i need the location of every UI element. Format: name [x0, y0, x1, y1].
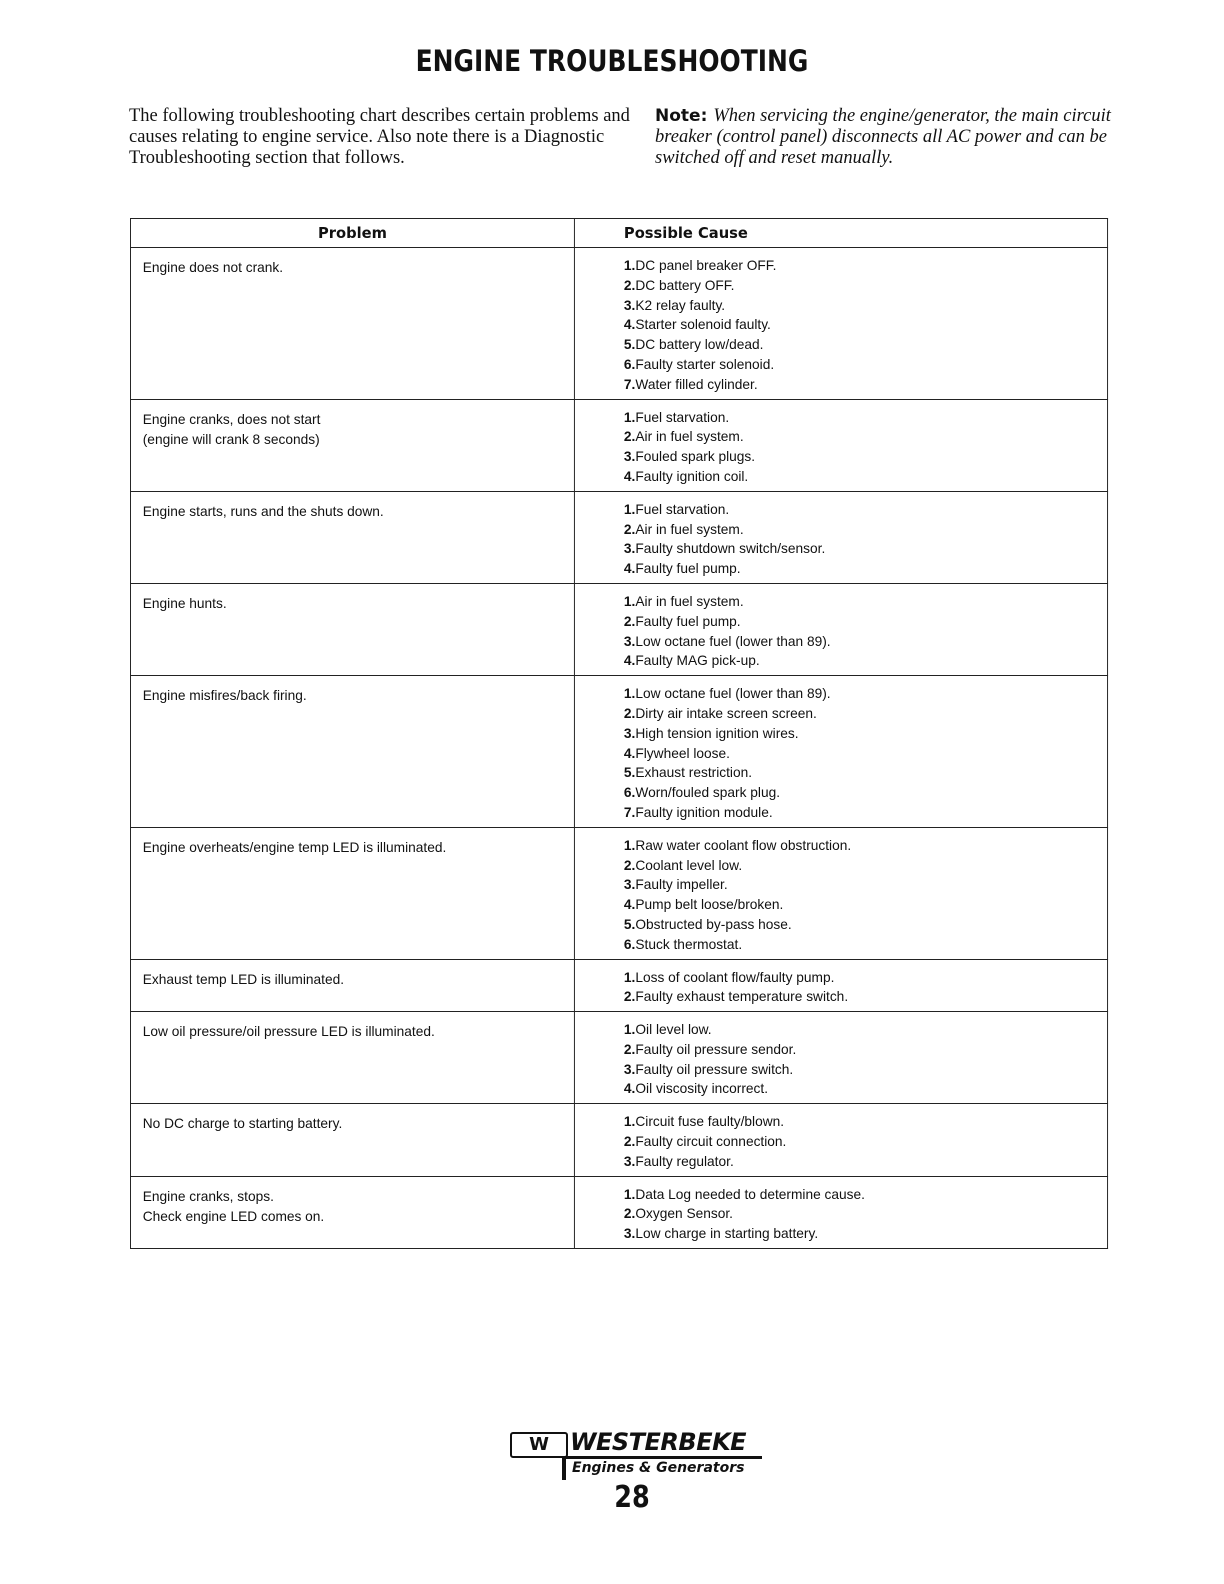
cause-text: Water filled cylinder.	[635, 375, 758, 392]
cause-item	[624, 408, 1107, 428]
problem-text: Engine starts, runs and the shuts down.	[142, 502, 384, 519]
problem-text: Engine cranks, stops.	[142, 1187, 274, 1204]
cause-number: 2.	[623, 856, 636, 873]
cause-list	[575, 248, 1107, 399]
cause-item	[624, 1152, 1107, 1172]
problem-text: No DC charge to starting battery.	[142, 1115, 343, 1132]
logo-mark: W	[510, 1432, 568, 1458]
problem-text: (engine will crank 8 seconds)	[142, 430, 320, 447]
cause-cell	[574, 583, 1107, 675]
problem-text: Engine overheats/engine temp LED is illuminated.	[142, 838, 447, 855]
cause-item	[624, 987, 1107, 1007]
cause-text: Air in fuel system.	[635, 520, 744, 537]
cause-item	[624, 915, 1107, 935]
cause-text: Raw water coolant flow obstruction.	[635, 836, 852, 853]
cause-text: Faulty ignition coil.	[635, 467, 749, 484]
cause-number: 4.	[623, 896, 636, 913]
problem-text: Engine cranks, does not start	[142, 410, 321, 427]
westerbeke-logo	[510, 1430, 760, 1482]
cause-list	[575, 828, 1107, 959]
cause-number: 1.	[623, 968, 636, 985]
cause-text: Dirty air intake screen screen.	[635, 704, 817, 721]
logo-tagline: Engines & Generators	[572, 1460, 745, 1476]
problem-cell	[130, 399, 574, 491]
cause-cell	[574, 248, 1107, 400]
problem-cell	[130, 583, 574, 675]
cause-item	[624, 427, 1107, 447]
cause-list	[575, 492, 1107, 583]
cause-item	[624, 783, 1107, 803]
cause-number: 5.	[623, 915, 636, 932]
cause-number: 5.	[623, 764, 636, 781]
problem-text: Exhaust temp LED is illuminated.	[142, 970, 345, 987]
cause-list	[575, 676, 1107, 827]
cause-item	[624, 592, 1107, 612]
problem-text: Engine does not crank.	[142, 259, 284, 275]
cause-item	[624, 684, 1107, 704]
cause-item	[624, 447, 1107, 467]
cause-number: 3.	[623, 724, 636, 741]
cause-number: 2.	[623, 1205, 636, 1222]
cause-item	[624, 612, 1107, 632]
cause-item	[624, 856, 1107, 876]
cause-item	[624, 500, 1107, 520]
cause-item	[624, 1040, 1107, 1060]
cause-item	[624, 520, 1107, 540]
cause-text: Low octane fuel (lower than 89).	[635, 632, 831, 649]
cause-item	[624, 1185, 1107, 1205]
cause-text: Air in fuel system.	[635, 592, 744, 609]
table-row	[130, 827, 1107, 959]
cause-text: Circuit fuse faulty/blown.	[635, 1113, 785, 1130]
table-row	[130, 1176, 1107, 1248]
cause-text: DC panel breaker OFF.	[635, 257, 777, 273]
cause-item	[624, 335, 1107, 355]
cause-text: Oil viscosity incorrect.	[635, 1080, 769, 1097]
cause-item	[624, 276, 1107, 296]
cause-item	[624, 632, 1107, 652]
cause-cell	[574, 1104, 1107, 1176]
cause-cell	[574, 827, 1107, 959]
cause-list	[575, 1177, 1107, 1248]
cause-text: Loss of coolant flow/faulty pump.	[635, 968, 835, 985]
cause-number: 1.	[623, 1021, 636, 1038]
cause-item	[624, 1079, 1107, 1099]
header-problem: Problem	[130, 219, 574, 248]
cause-number: 6.	[623, 935, 636, 952]
cause-item	[624, 704, 1107, 724]
cause-number: 1.	[623, 257, 636, 273]
cause-text: Fuel starvation.	[635, 408, 730, 425]
cause-number: 3.	[623, 540, 636, 557]
cause-list	[575, 400, 1107, 491]
cause-number: 1.	[623, 1185, 636, 1202]
cause-item	[624, 1060, 1107, 1080]
problem-cell	[130, 1104, 574, 1176]
cause-text: Faulty starter solenoid.	[635, 355, 775, 372]
cause-cell	[574, 959, 1107, 1012]
cause-cell	[574, 1012, 1107, 1104]
cause-text: Starter solenoid faulty.	[635, 316, 771, 333]
cause-item	[624, 1020, 1107, 1040]
cause-item	[624, 875, 1107, 895]
table-row	[130, 676, 1107, 828]
cause-item	[624, 559, 1107, 579]
cause-text: DC battery low/dead.	[635, 336, 764, 353]
cause-text: K2 relay faulty.	[635, 296, 726, 313]
cause-text: Flywheel loose.	[635, 744, 730, 761]
cause-item	[624, 803, 1107, 823]
cause-number: 3.	[623, 632, 636, 649]
cause-number: 1.	[623, 1113, 636, 1130]
cause-text: DC battery OFF.	[635, 276, 735, 293]
cause-item	[624, 296, 1107, 316]
cause-list	[575, 584, 1107, 675]
cause-text: Oxygen Sensor.	[635, 1205, 734, 1222]
table-row	[130, 959, 1107, 1012]
note-text: When servicing the engine/generator, the main circuit breaker (control panel) disconnects all AC power and can be switched off and reset manually.	[655, 106, 1111, 168]
cause-number: 3.	[623, 448, 636, 465]
cause-cell	[574, 1176, 1107, 1248]
cause-text: Low charge in starting battery.	[635, 1225, 819, 1242]
cause-text: Exhaust restriction.	[635, 764, 753, 781]
cause-item	[624, 1112, 1107, 1132]
cause-number: 5.	[623, 336, 636, 353]
problem-text: Low oil pressure/oil pressure LED is illuminated.	[142, 1023, 435, 1040]
cause-number: 1.	[623, 592, 636, 609]
cause-text: Faulty exhaust temperature switch.	[635, 988, 849, 1005]
cause-number: 4.	[623, 316, 636, 333]
table-row	[130, 248, 1107, 400]
cause-item	[624, 315, 1107, 335]
cause-text: Stuck thermostat.	[635, 935, 743, 952]
cause-text: Air in fuel system.	[635, 428, 744, 445]
note-label: Note:	[655, 106, 708, 126]
cause-number: 4.	[623, 467, 636, 484]
cause-number: 7.	[623, 803, 636, 820]
header-possible-cause: Possible Cause	[574, 219, 1107, 248]
cause-number: 2.	[623, 276, 636, 293]
cause-item	[624, 836, 1107, 856]
cause-text: Faulty oil pressure switch.	[635, 1060, 794, 1077]
cause-cell	[574, 399, 1107, 491]
problem-text: Engine misfires/back firing.	[142, 687, 307, 704]
cause-item	[624, 467, 1107, 487]
cause-item	[624, 1224, 1107, 1244]
problem-text: Engine hunts.	[142, 594, 227, 611]
cause-item	[624, 895, 1107, 915]
cause-number: 2.	[623, 1040, 636, 1057]
cause-number: 4.	[623, 744, 636, 761]
cause-number: 3.	[623, 876, 636, 893]
cause-text: Faulty circuit connection.	[635, 1133, 787, 1150]
cause-number: 4.	[623, 560, 636, 577]
cause-number: 4.	[623, 1080, 636, 1097]
problem-text: Check engine LED comes on.	[142, 1207, 325, 1224]
cause-text: Faulty fuel pump.	[635, 612, 741, 629]
cause-number: 4.	[623, 652, 636, 669]
cause-number: 2.	[623, 428, 636, 445]
service-note	[655, 106, 1155, 169]
cause-text: Coolant level low.	[635, 856, 743, 873]
problem-cell	[130, 1012, 574, 1104]
cause-number: 2.	[623, 1133, 636, 1150]
cause-text: Low octane fuel (lower than 89).	[635, 685, 831, 702]
cause-text: Oil level low.	[635, 1021, 712, 1038]
cause-number: 3.	[623, 296, 636, 313]
page-title: ENGINE TROUBLESHOOTING	[415, 44, 809, 78]
problem-cell	[130, 959, 574, 1012]
cause-text: Data Log needed to determine cause.	[635, 1185, 865, 1202]
cause-item	[624, 1204, 1107, 1224]
cause-number: 1.	[623, 500, 636, 517]
intro-paragraph: The following troubleshooting chart describes certain problems and causes relating to engine service. Also note there is a Diagnostic Troubleshooting section that follows.	[129, 106, 630, 168]
cause-item	[624, 256, 1107, 276]
cause-item	[624, 744, 1107, 764]
cause-number: 2.	[623, 520, 636, 537]
cause-item	[624, 355, 1107, 375]
page-number: 28	[614, 1480, 650, 1515]
logo-brand: WESTERBEKE	[570, 1428, 747, 1456]
cause-number: 3.	[623, 1060, 636, 1077]
cause-text: Faulty impeller.	[635, 876, 728, 893]
cause-text: Fuel starvation.	[635, 500, 730, 517]
problem-cell	[130, 827, 574, 959]
cause-text: Faulty regulator.	[635, 1152, 734, 1169]
cause-cell	[574, 676, 1107, 828]
problem-cell	[130, 248, 574, 400]
cause-number: 6.	[623, 784, 636, 801]
cause-number: 1.	[623, 408, 636, 425]
cause-list	[575, 960, 1107, 1012]
cause-number: 3.	[623, 1152, 636, 1169]
table-body	[130, 248, 1107, 1249]
cause-number: 6.	[623, 355, 636, 372]
cause-text: Worn/fouled spark plug.	[635, 784, 781, 801]
cause-list	[575, 1104, 1107, 1175]
table-row	[130, 399, 1107, 491]
table-row	[130, 1104, 1107, 1176]
logo-underline	[566, 1456, 762, 1459]
cause-text: Faulty MAG pick-up.	[635, 652, 760, 669]
problem-cell	[130, 1176, 574, 1248]
problem-cell	[130, 491, 574, 583]
cause-text: Faulty shutdown switch/sensor.	[635, 540, 826, 557]
cause-item	[624, 724, 1107, 744]
cause-text: Faulty fuel pump.	[635, 560, 741, 577]
cause-text: High tension ignition wires.	[635, 724, 799, 741]
cause-item	[624, 763, 1107, 783]
cause-text: Obstructed by-pass hose.	[635, 915, 792, 932]
cause-item	[624, 1132, 1107, 1152]
cause-item	[624, 935, 1107, 955]
cause-number: 3.	[623, 1225, 636, 1242]
cause-cell	[574, 491, 1107, 583]
cause-number: 1.	[623, 836, 636, 853]
table-row	[130, 491, 1107, 583]
cause-item	[624, 539, 1107, 559]
cause-text: Pump belt loose/broken.	[635, 896, 784, 913]
table-header-row	[130, 219, 1107, 248]
table-row	[130, 1012, 1107, 1104]
logo-stem	[562, 1456, 566, 1480]
cause-text: Faulty oil pressure sendor.	[635, 1040, 797, 1057]
cause-text: Fouled spark plugs.	[635, 448, 756, 465]
cause-text: Faulty ignition module.	[635, 803, 773, 820]
cause-number: 1.	[623, 685, 636, 702]
cause-number: 2.	[623, 612, 636, 629]
cause-number: 2.	[623, 704, 636, 721]
troubleshooting-table	[130, 218, 1108, 1249]
cause-number: 2.	[623, 988, 636, 1005]
cause-list	[575, 1012, 1107, 1103]
table-row	[130, 583, 1107, 675]
cause-item	[624, 968, 1107, 988]
cause-number: 7.	[623, 375, 636, 392]
cause-item	[624, 651, 1107, 671]
problem-cell	[130, 676, 574, 828]
cause-item	[624, 375, 1107, 395]
